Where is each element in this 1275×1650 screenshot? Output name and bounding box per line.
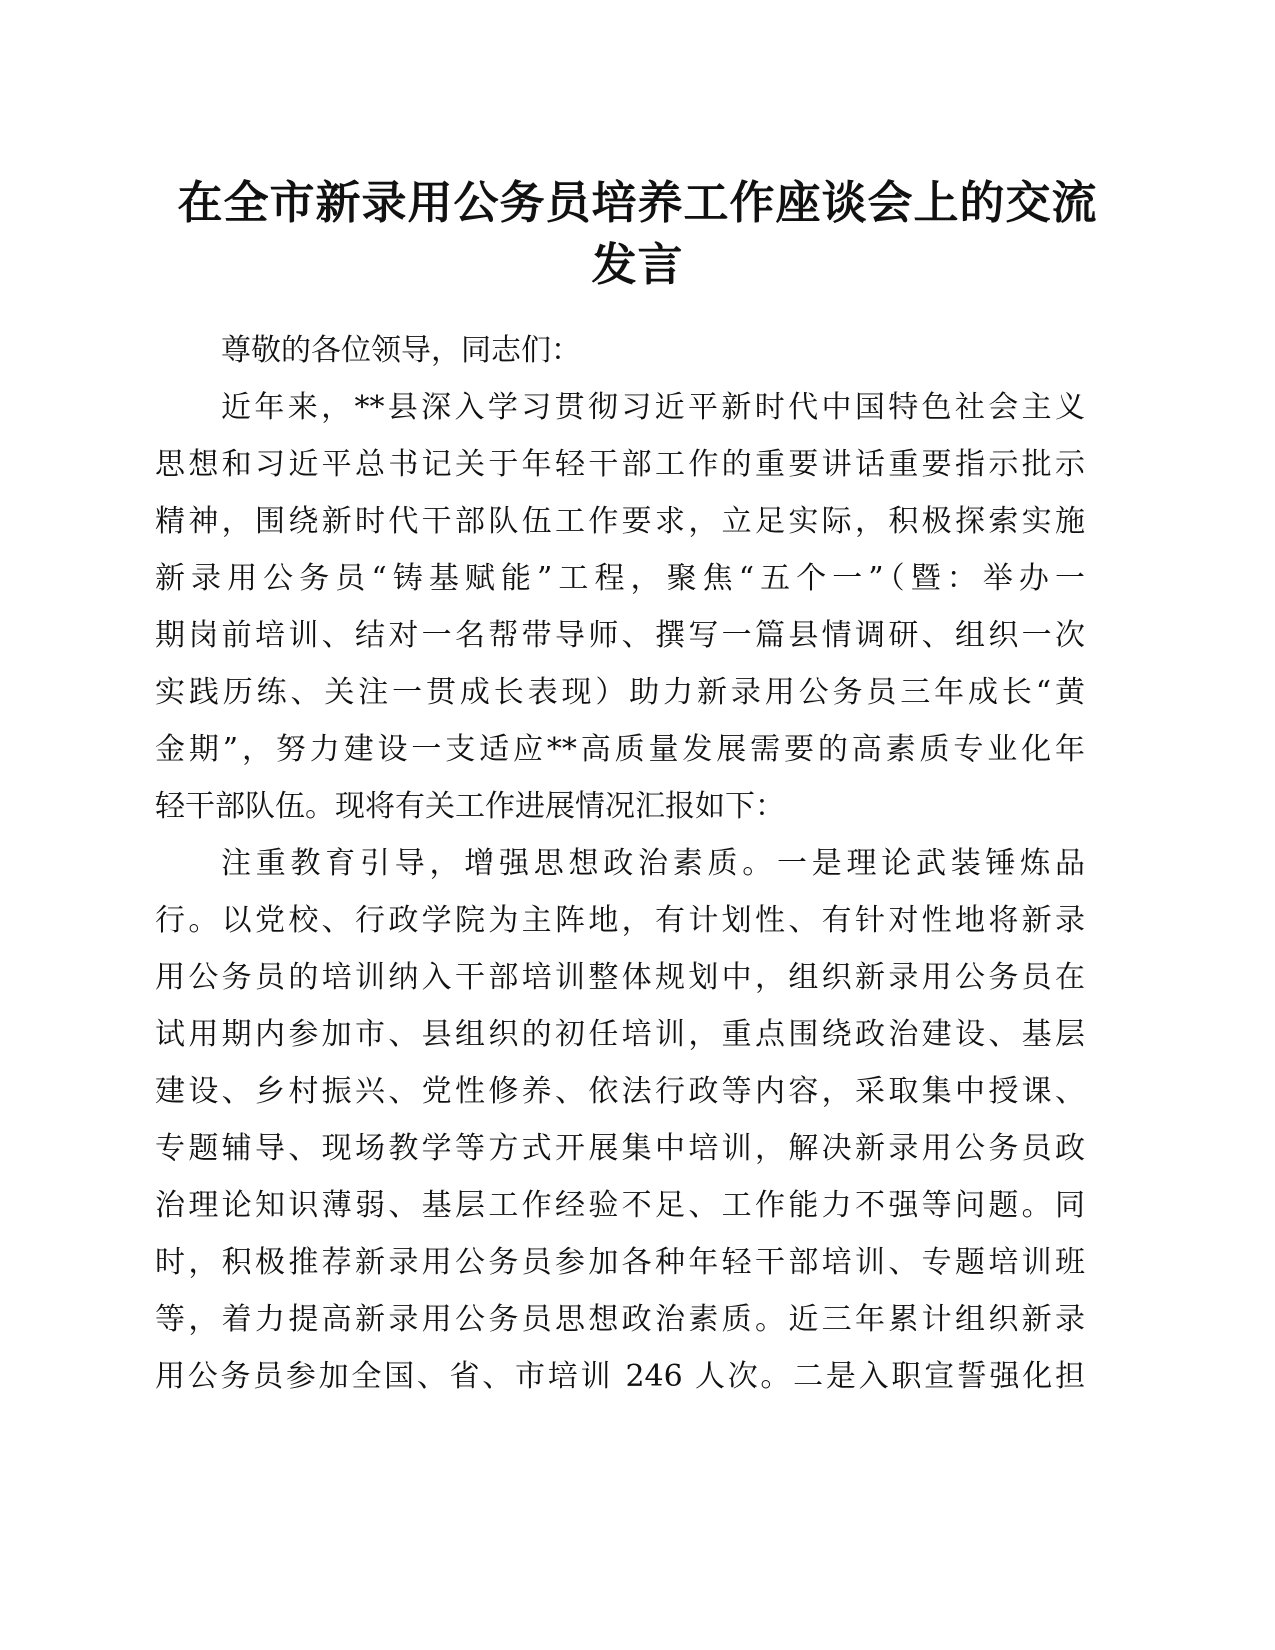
body-text-line: 新录用公务员“铸基赋能”工程，聚焦“五个一”（暨：举办一 [155, 561, 1085, 596]
title-line: 在全市新录用公务员培养工作座谈会上的交流 [177, 176, 1098, 229]
body-text-line: 治理论知识薄弱、基层工作经验不足、工作能力不强等问题。同 [155, 1188, 1085, 1223]
body-text-line: 尊敬的各位领导，同志们： [221, 333, 581, 368]
title-line: 发言 [591, 238, 684, 291]
body-text-line: 用公务员参加全国、省、市培训 246 人次。二是入职宣誓强化担 [155, 1359, 1085, 1394]
body-text-line: 期岗前培训、结对一名帮带导师、撰写一篇县情调研、组织一次 [155, 618, 1085, 653]
body-text-line: 用公务员的培训纳入干部培训整体规划中，组织新录用公务员在 [155, 960, 1085, 995]
document-title [150, 172, 1125, 296]
document-body [155, 322, 1085, 1405]
body-text-line: 精神，围绕新时代干部队伍工作要求，立足实际，积极探索实施 [155, 504, 1085, 539]
body-text-line: 时，积极推荐新录用公务员参加各种年轻干部培训、专题培训班 [155, 1245, 1085, 1280]
body-text-line: 等，着力提高新录用公务员思想政治素质。近三年累计组织新录 [155, 1302, 1085, 1337]
body-text-line: 实践历练、关注一贯成长表现）助力新录用公务员三年成长“黄 [155, 675, 1085, 710]
body-text-line: 注重教育引导，增强思想政治素质。一是理论武装锤炼品 [221, 846, 1085, 881]
body-text-line: 近年来，**县深入学习贯彻习近平新时代中国特色社会主义 [221, 390, 1085, 425]
body-text-line: 试用期内参加市、县组织的初任培训，重点围绕政治建设、基层 [155, 1017, 1085, 1052]
body-text-line: 专题辅导、现场教学等方式开展集中培训，解决新录用公务员政 [155, 1131, 1085, 1166]
body-text-line: 轻干部队伍。现将有关工作进展情况汇报如下： [155, 789, 785, 824]
body-text-line: 思想和习近平总书记关于年轻干部工作的重要讲话重要指示批示 [155, 447, 1085, 482]
body-text-line: 金期”，努力建设一支适应**高质量发展需要的高素质专业化年 [155, 732, 1085, 767]
body-text-line: 行。以党校、行政学院为主阵地，有计划性、有针对性地将新录 [155, 903, 1085, 938]
body-text-line: 建设、乡村振兴、党性修养、依法行政等内容，采取集中授课、 [155, 1074, 1085, 1109]
